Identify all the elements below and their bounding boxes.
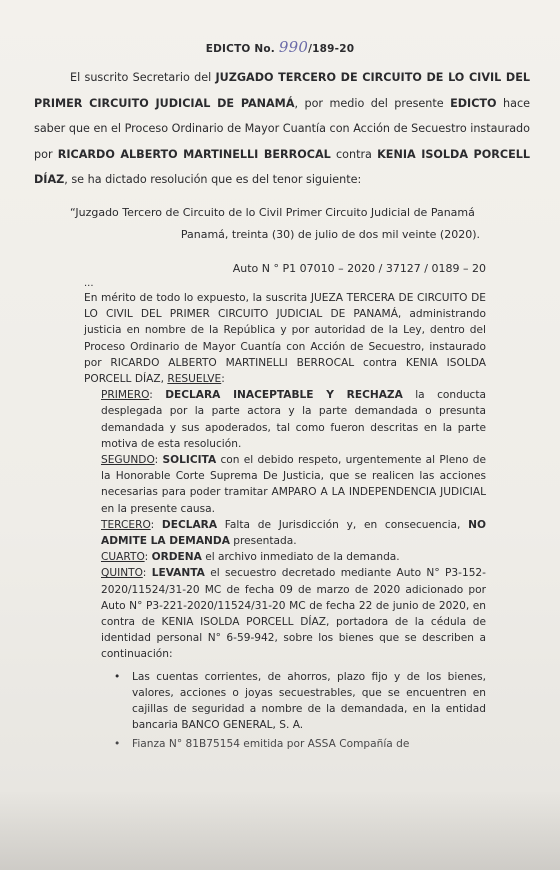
- ellipsis: ...: [84, 278, 94, 289]
- tercero-paragraph: TERCERO: DECLARA Falta de Jurisdicción y, en consecuencia, NO ADMITE LA DEMANDA presentada.: [101, 518, 486, 548]
- cuarto-paragraph: CUARTO: ORDENA el archivo inmediato de la demanda.: [101, 551, 400, 564]
- tercero-bold: DECLARA: [161, 518, 218, 531]
- bullet-icon: •: [114, 738, 121, 751]
- intro-text: , se ha dictado resolución que es del tenor siguiente:: [64, 173, 362, 186]
- merit-text: En mérito de todo lo expuesto, la suscrita JUEZA TERCERA DE CIRCUITO DE LO CIVIL DEL PRIMER CIRCUITO JUDICIAL DE PANAMÁ, administrando justicia en nombre de la República y por autoridad de la Ley, dentro del Proceso Ordinario de Mayor Cuantía con Acción de Secuestro, instaurado por RICARDO ALBERTO MARTINELLI BERROCAL contra KENIA ISOLDA PORCELL DÍAZ,: [84, 292, 486, 386]
- quinto-paragraph: QUINTO: LEVANTA el secuestro decretado mediante Auto N° P3-152-2020/11524/31-20 MC de fecha 09 de marzo de 2020 adicionado por Auto N° P3-221-2020/11524/31-20 MC de fecha 22 de junio de 2020, en contra de KENIA ISOLDA PORCELL DÍAZ, portadora de la cédula de identidad personal N° 6-59-942, sobre los bienes que se describen a continuación:: [101, 567, 486, 661]
- edict-title: [0, 38, 560, 56]
- quinto-label: QUINTO: [101, 567, 143, 580]
- handwritten-edict-number: 990: [278, 38, 309, 56]
- tercero-bold2: NO ADMITE LA DEMANDA: [101, 518, 486, 548]
- segundo-label: SEGUNDO: [101, 454, 155, 467]
- resuelve-word: RESUELVE: [167, 373, 222, 386]
- auto-number: Auto N ° P1 07010 – 2020 / 37127 / 0189 – 20: [232, 262, 486, 275]
- intro-text: , por medio del presente: [294, 96, 451, 110]
- photo-shadow: [0, 790, 560, 870]
- primero-label: PRIMERO: [101, 389, 150, 402]
- segundo-paragraph: SEGUNDO: SOLICITA con el debido respeto, urgentemente al Pleno de la Honorable Corte Suprema De Justicia, que se realicen las acciones necesarias para poder tramitar AMPARO A LA INDEPENDENCIA JUDICIAL en la presente causa.: [101, 454, 486, 515]
- resolution-date: Panamá, treinta (30) de julio de dos mil veinte (2020).: [180, 228, 480, 241]
- court-name: JUZGADO TERCERO DE CIRCUITO DE LO CIVIL DEL PRIMER CIRCUITO JUDICIAL DE PANAMÁ: [34, 71, 530, 110]
- primero-text: la conducta desplegada por la parte actora y la parte demandada o presunta demandada y sus apoderados, tal como fueron descritas en la parte motiva de esta resolución.: [101, 389, 486, 450]
- tercero-label: TERCERO: [101, 518, 151, 531]
- resuelve-colon: :: [221, 373, 225, 386]
- quinto-bold: LEVANTA: [151, 567, 205, 580]
- primero-bold: DECLARA INACEPTABLE Y RECHAZA: [165, 389, 403, 402]
- edicto-word: EDICTO: [450, 96, 497, 110]
- tercero-text: Falta de Jurisdicción y, en consecuencia,: [217, 518, 469, 531]
- quinto-text: el secuestro decretado mediante Auto N° P3-152-2020/11524/31-20 MC de fecha 09 de marzo de 2020 adicionado por Auto N° P3-221-2020/11524/31-20 MC de fecha 22 de junio de 2020, en contra de KENIA ISOLDA PORCELL DÍAZ, portadora de la cédula de identidad personal N° 6-59-942, sobre los bienes que se describen a continuación:: [101, 567, 486, 661]
- defendant-name: KENIA ISOLDA PORCELL DÍAZ: [34, 147, 530, 186]
- cuarto-bold: ORDENA: [151, 551, 202, 564]
- tercero-end: presentada.: [229, 535, 297, 548]
- assets-list: [84, 669, 486, 753]
- cuarto-text: el archivo inmediato de la demanda.: [201, 551, 400, 564]
- resolution-body: [84, 290, 486, 756]
- primero-paragraph: PRIMERO: DECLARA INACEPTABLE Y RECHAZA la conducta desplegada por la parte actora y la parte demandada o presunta demandada y sus apoderados, tal como fueron descritas en la parte motiva de esta resolución.: [101, 389, 486, 450]
- list-item: [84, 669, 486, 734]
- list-item-text: Las cuentas corrientes, de ahorros, plazo fijo y de los bienes, valores, acciones o joyas secuestrables, que se encuentren en cajillas de seguridad a nombre de la demandada, en la entidad bancaria BANCO GENERAL, S. A.: [132, 670, 486, 732]
- plaintiff-name: RICARDO ALBERTO MARTINELLI BERROCAL: [57, 147, 331, 161]
- merit-paragraph: [84, 290, 486, 387]
- resolution-court-heading: “Juzgado Tercero de Circuito de lo Civil Primer Circuito Judicial de Panamá: [70, 206, 475, 219]
- intro-text: contra: [330, 147, 378, 161]
- edict-title-suffix: /189-20: [308, 43, 355, 55]
- segundo-text: con el debido respeto, urgentemente al Pleno de la Honorable Corte Suprema De Justicia, que se realicen las acciones necesarias para poder tramitar AMPARO A LA INDEPENDENCIA JUDICIAL en la presente causa.: [101, 454, 486, 515]
- list-item-text: Fianza N° 81B75154 emitida por ASSA Compañía de: [132, 738, 410, 751]
- intro-paragraph: [34, 65, 530, 193]
- cuarto-label: CUARTO: [101, 551, 145, 564]
- bullet-icon: •: [114, 670, 121, 683]
- segundo-bold: SOLICITA: [162, 454, 217, 467]
- edict-title-prefix: EDICTO No.: [205, 43, 279, 55]
- intro-text: El suscrito Secretario del: [70, 71, 216, 84]
- list-item: [84, 736, 486, 752]
- intro-text: hace saber que en el Proceso Ordinario de Mayor Cuantía con Acción de Secuestro instaurado por: [34, 96, 530, 161]
